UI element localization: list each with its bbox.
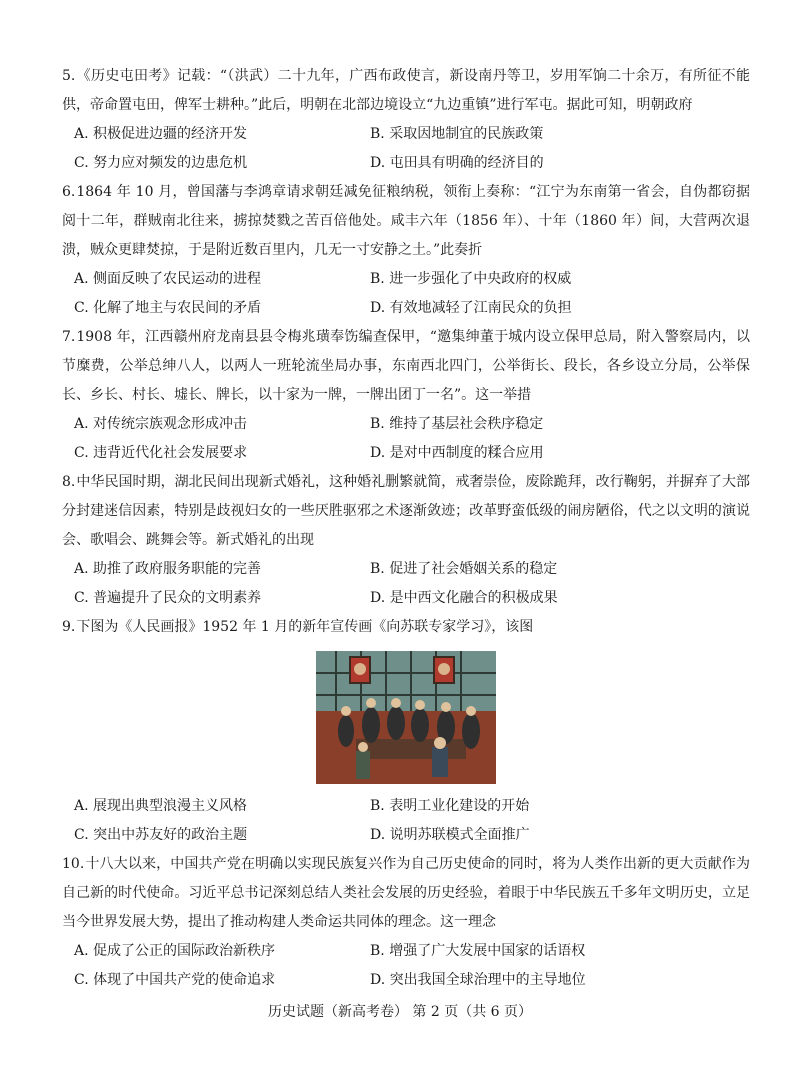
options (62, 265, 750, 323)
options (62, 937, 750, 995)
poster-illustration (62, 651, 750, 784)
question-stem: 8.中华民国时期，湖北民间出现新式婚礼，这种婚礼删繁就简，戒奢崇俭，废除跪拜，改行鞠躬，并摒弃了大部分封建迷信因素，特别是歧视妇女的一些厌胜驱邪之术逐渐敛迹；改革野蛮低级的闹房陋俗，代之以文明的演说会、歌唱会、跳舞会等。新式婚礼的出现 (62, 474, 750, 548)
option-d: D. 是中西文化融合的积极成果 (370, 590, 558, 606)
option-d: D. 突出我国全球治理中的主导地位 (370, 972, 586, 988)
option-b: B. 进一步强化了中央政府的权威 (370, 271, 572, 287)
question-5 (62, 62, 750, 178)
option-a: A. 助推了政府服务职能的完善 (74, 561, 262, 577)
option-c: C. 普遍提升了民众的文明素养 (74, 590, 262, 606)
question-10 (62, 850, 750, 995)
question-stem: 10.十八大以来，中国共产党在明确以实现民族复兴作为自己历史使命的同时，将为人类作出新的更大贡献作为自己新的时代使命。习近平总书记深刻总结人类社会发展的历史经验，着眼于中华民族五千多年文明历史，立足当今世界发展大势，提出了推动构建人类命运共同体的理念。这一理念 (62, 856, 750, 930)
option-a: A. 积极促进边疆的经济开发 (74, 126, 248, 142)
option-b: B. 采取因地制宜的民族政策 (370, 126, 544, 142)
option-c: C. 化解了地主与农民间的矛盾 (74, 300, 262, 316)
option-c: C. 体现了中国共产党的使命追求 (74, 972, 276, 988)
option-a: A. 促成了公正的国际政治新秩序 (74, 943, 276, 959)
question-7 (62, 323, 750, 468)
options (62, 555, 750, 613)
option-a: A. 侧面反映了农民运动的进程 (74, 271, 262, 287)
option-b: B. 增强了广大发展中国家的话语权 (370, 943, 586, 959)
option-d: D. 屯田具有明确的经济目的 (370, 155, 544, 171)
option-b: B. 维持了基层社会秩序稳定 (370, 416, 544, 432)
option-c: C. 违背近代化社会发展要求 (74, 445, 248, 461)
question-8 (62, 468, 750, 613)
option-b: B. 促进了社会婚姻关系的稳定 (370, 561, 558, 577)
option-c: C. 突出中苏友好的政治主题 (74, 827, 248, 843)
exam-page (62, 62, 750, 995)
option-b: B. 表明工业化建设的开始 (370, 798, 530, 814)
option-a: A. 对传统宗族观念形成冲击 (74, 416, 248, 432)
option-c: C. 努力应对频发的边患危机 (74, 155, 248, 171)
option-d: D. 是对中西制度的糅合应用 (370, 445, 544, 461)
options (62, 120, 750, 178)
option-a: A. 展现出典型浪漫主义风格 (74, 798, 248, 814)
option-d: D. 有效地减轻了江南民众的负担 (370, 300, 572, 316)
question-stem: 9.下图为《人民画报》1952 年 1 月的新年宣传画《向苏联专家学习》，该图 (62, 619, 534, 635)
page-footer: 历史试题（新高考卷） 第 2 页（共 6 页） (267, 1004, 533, 1020)
question-stem: 5.《历史屯田考》记载：“（洪武）二十九年，广西布政使言，新设南丹等卫，岁用军饷二十余万，有所征不能供，帝命置屯田，俾军士耕种。”此后，明朝在北部边境设立“九边重镇”进行军屯。据此可知，明朝政府 (62, 68, 750, 113)
options (62, 410, 750, 468)
options (62, 792, 750, 850)
option-d: D. 说明苏联模式全面推广 (370, 827, 530, 843)
propaganda-poster-image (316, 651, 496, 784)
question-9 (62, 613, 750, 850)
question-6 (62, 178, 750, 323)
question-stem: 7.1908 年，江西赣州府龙南县县令梅兆璜奉饬编查保甲，“邀集绅董于城内设立保甲总局，附入警察局内，以节糜费，公举总绅八人，以两人一班轮流坐局办事，东南西北四门，公举街长、段长，各乡设立分局，公举保长、乡长、村长、墟长、牌长，以十家为一牌，一牌出团丁一名”。这一举措 (62, 329, 750, 403)
question-stem: 6.1864 年 10 月，曾国藩与李鸿章请求朝廷减免征粮纳税，领衔上奏称：“江宁为东南第一省会，自伪都窃据阅十二年，群贼南北往来，掳掠焚戮之苦百倍他处。咸丰六年（1856 年）、十年（1860 年）间，大营两次退溃，贼众更肆焚掠，于是附近数百里内，几无一寸安静之土。”此奏折 (62, 184, 750, 258)
